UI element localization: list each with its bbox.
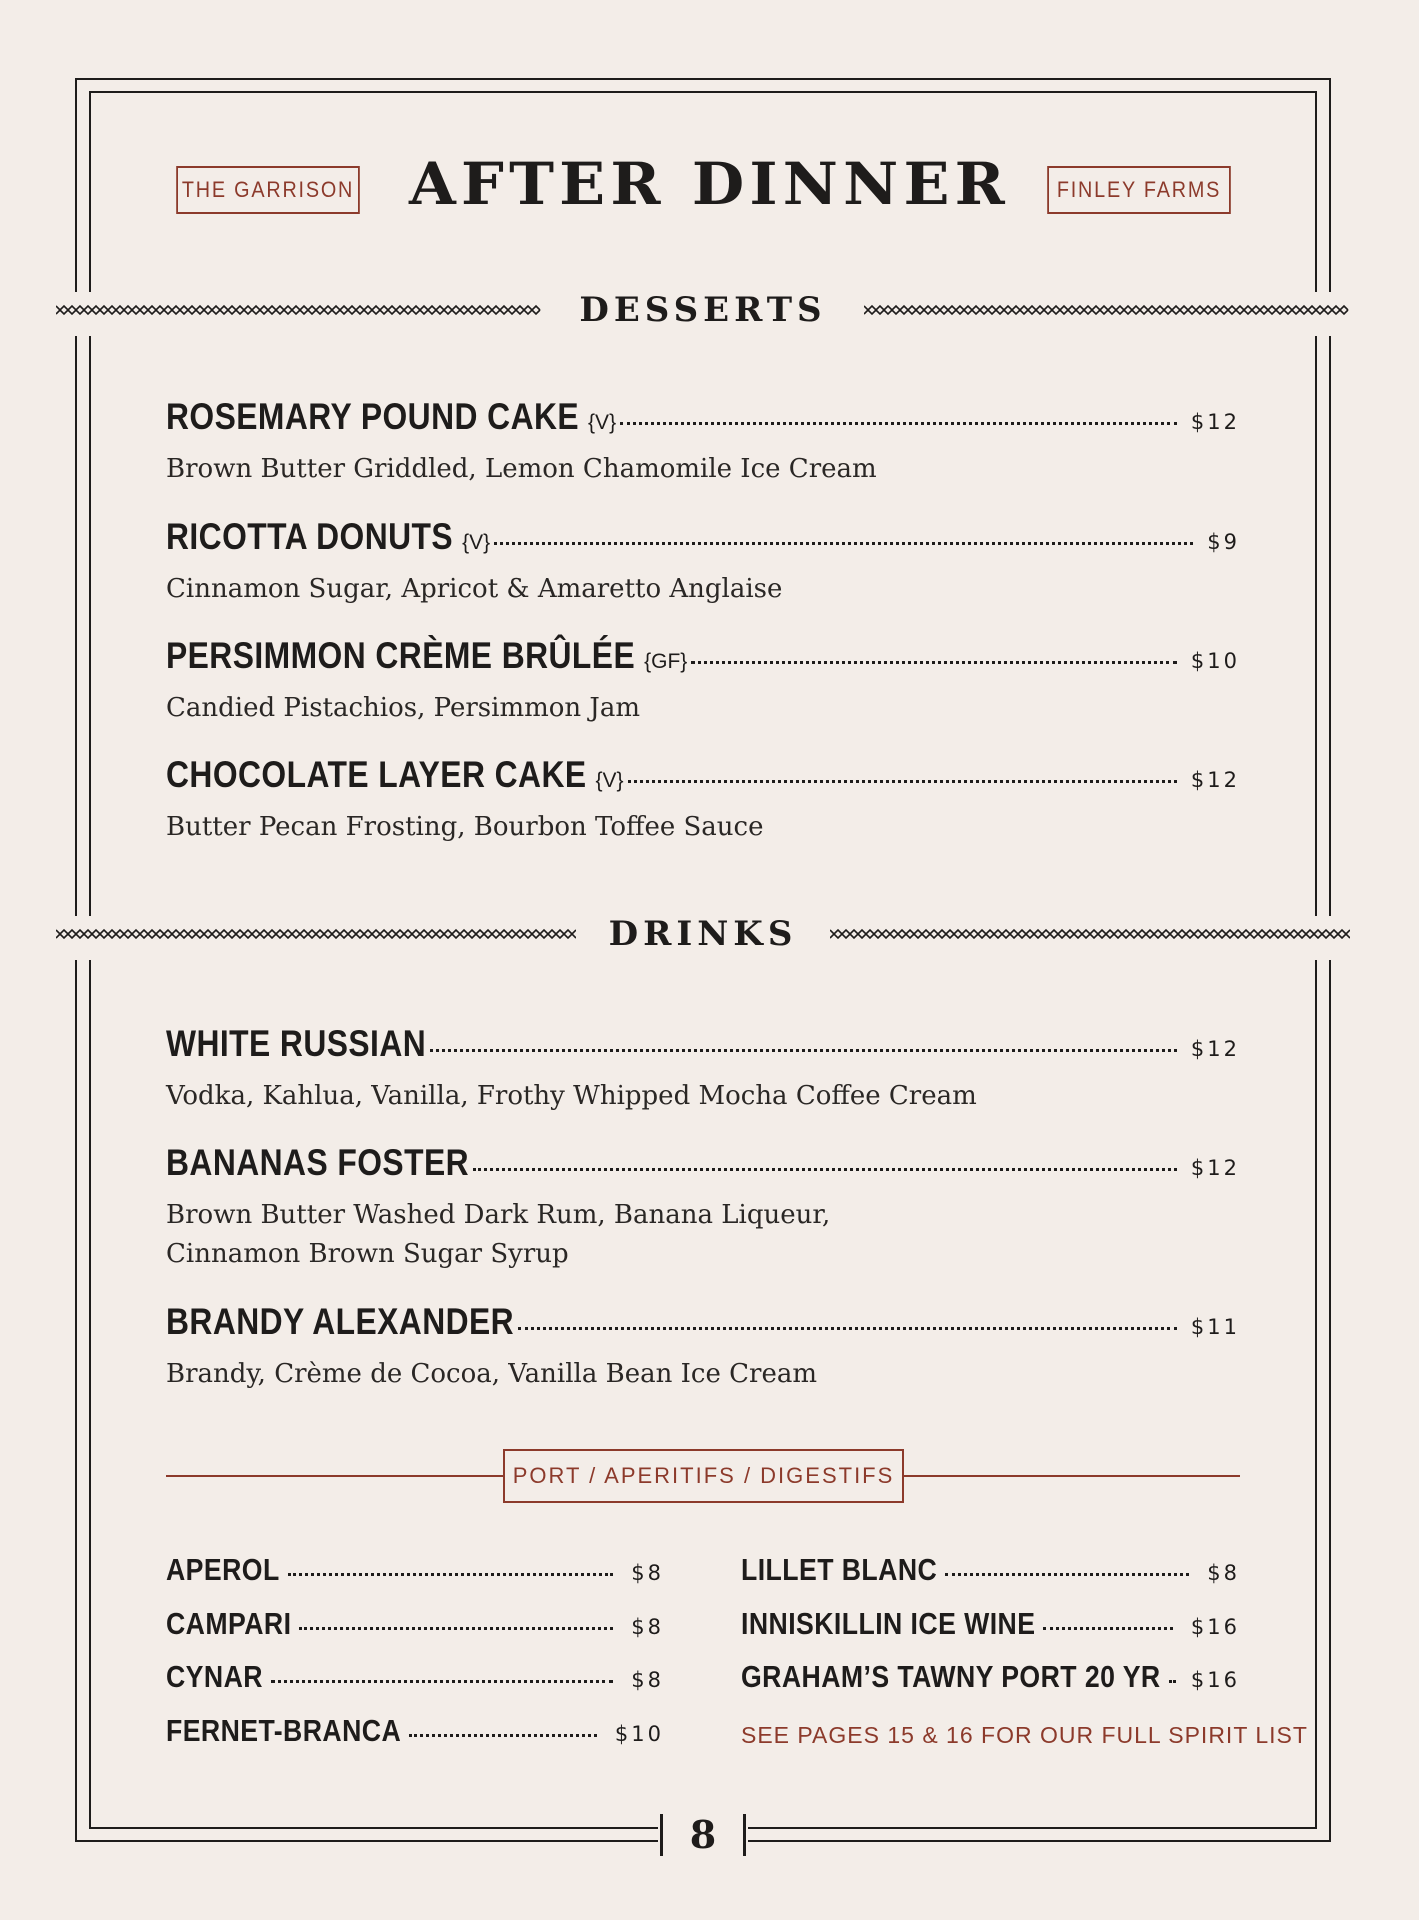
menu-item: [166, 396, 1240, 489]
dot-leader: [299, 1627, 613, 1630]
item-price: $8: [631, 1615, 664, 1639]
dot-leader: [494, 542, 1193, 545]
zigzag-ornament-right: [864, 303, 1350, 317]
dot-leader: [1169, 1680, 1173, 1683]
dot-leader: [620, 422, 1177, 425]
dietary-tag: {V}: [462, 531, 491, 554]
menu-item: [166, 754, 1240, 847]
item-name: RICOTTA DONUTS: [166, 516, 454, 557]
subsection-heading: PORT / APERITIFS / DIGESTIFS: [503, 1449, 904, 1503]
subsection-rule-right: [902, 1475, 1240, 1477]
dot-leader: [945, 1573, 1189, 1576]
restaurant-tag: THE GARRISON: [176, 166, 360, 214]
item-name: LILLET BLANC: [741, 1552, 938, 1587]
dot-leader: [409, 1734, 597, 1737]
item-name: BANANAS FOSTER: [166, 1142, 470, 1183]
item-price: $16: [1190, 1615, 1240, 1639]
item-description: Cinnamon Sugar, Apricot & Amaretto Anglaise: [166, 574, 783, 604]
dot-leader: [430, 1049, 1177, 1052]
dot-leader: [628, 780, 1177, 783]
item-price: $8: [631, 1561, 664, 1585]
menu-item: [166, 516, 1240, 609]
item-name: BRANDY ALEXANDER: [166, 1301, 515, 1342]
subsection-rule-left: [166, 1475, 505, 1477]
zigzag-ornament-right: [830, 927, 1350, 941]
item-price: $11: [1190, 1315, 1240, 1339]
item-description: [166, 1196, 1240, 1274]
dot-leader: [288, 1573, 614, 1576]
item-price: $9: [1207, 530, 1240, 554]
dietary-tag: {V}: [595, 769, 624, 792]
drink-list-item: [166, 1659, 664, 1695]
drink-list-item: [166, 1713, 664, 1749]
drinks-heading: DRINKS: [608, 914, 798, 954]
menu-item: [166, 1301, 1240, 1394]
menu-item: [166, 635, 1240, 728]
dot-leader: [1043, 1627, 1172, 1630]
page-number: 8: [689, 1812, 717, 1857]
item-name: WHITE RUSSIAN: [166, 1023, 427, 1064]
zigzag-ornament-left: [56, 927, 576, 941]
item-description: Butter Pecan Frosting, Bourbon Toffee Sauce: [166, 812, 764, 842]
menu-item: [166, 1023, 1240, 1116]
item-name: ROSEMARY POUND CAKE: [166, 396, 580, 437]
item-description: Brown Butter Griddled, Lemon Chamomile Ice Cream: [166, 454, 877, 484]
item-description-line: Brown Butter Washed Dark Rum, Banana Liqueur,: [166, 1200, 831, 1230]
item-price: $10: [1190, 649, 1240, 673]
item-price: $12: [1190, 1156, 1240, 1180]
dot-leader: [518, 1327, 1177, 1330]
item-description: Vodka, Kahlua, Vanilla, Frothy Whipped Mocha Coffee Cream: [166, 1081, 977, 1111]
item-name: CYNAR: [166, 1659, 263, 1694]
dot-leader: [271, 1680, 613, 1683]
farm-tag: FINLEY FARMS: [1047, 166, 1231, 214]
drink-list-item: [166, 1606, 664, 1642]
item-price: $12: [1190, 768, 1240, 792]
item-name: CHOCOLATE LAYER CAKE: [166, 754, 587, 795]
item-description: Candied Pistachios, Persimmon Jam: [166, 693, 640, 723]
item-price: $12: [1190, 410, 1240, 434]
dot-leader: [691, 661, 1177, 664]
drink-list-item: [741, 1659, 1240, 1695]
spirit-list-note: SEE PAGES 15 & 16 FOR OUR FULL SPIRIT LIST: [741, 1722, 1308, 1748]
item-price: $8: [1207, 1561, 1240, 1585]
item-name: FERNET-BRANCA: [166, 1713, 402, 1748]
desserts-heading: DESSERTS: [579, 290, 827, 330]
item-name: APEROL: [166, 1552, 280, 1587]
desserts-header: [56, 290, 1350, 330]
dot-leader: [473, 1168, 1177, 1171]
item-name: GRAHAM’S TAWNY PORT 20 YR: [741, 1659, 1161, 1694]
page-title: AFTER DINNER: [409, 150, 1010, 218]
menu-item: [166, 1142, 1240, 1274]
item-name: INNISKILLIN ICE WINE: [741, 1606, 1036, 1641]
dietary-tag: {GF}: [644, 650, 688, 673]
item-price: $8: [631, 1668, 664, 1692]
item-name: PERSIMMON CRÈME BRÛLÉE: [166, 635, 636, 676]
dietary-tag: {V}: [588, 411, 617, 434]
item-price: $16: [1190, 1668, 1240, 1692]
zigzag-ornament-left: [56, 303, 542, 317]
item-description-line: Cinnamon Brown Sugar Syrup: [166, 1239, 569, 1269]
item-name: CAMPARI: [166, 1606, 292, 1641]
item-description: Brandy, Crème de Cocoa, Vanilla Bean Ice Cream: [166, 1359, 817, 1389]
drink-list-item: [166, 1552, 664, 1588]
item-price: $10: [614, 1722, 664, 1746]
drinks-header: [56, 914, 1350, 954]
drink-list-item: [741, 1606, 1240, 1642]
drink-list-item: [741, 1552, 1240, 1588]
item-price: $12: [1190, 1037, 1240, 1061]
